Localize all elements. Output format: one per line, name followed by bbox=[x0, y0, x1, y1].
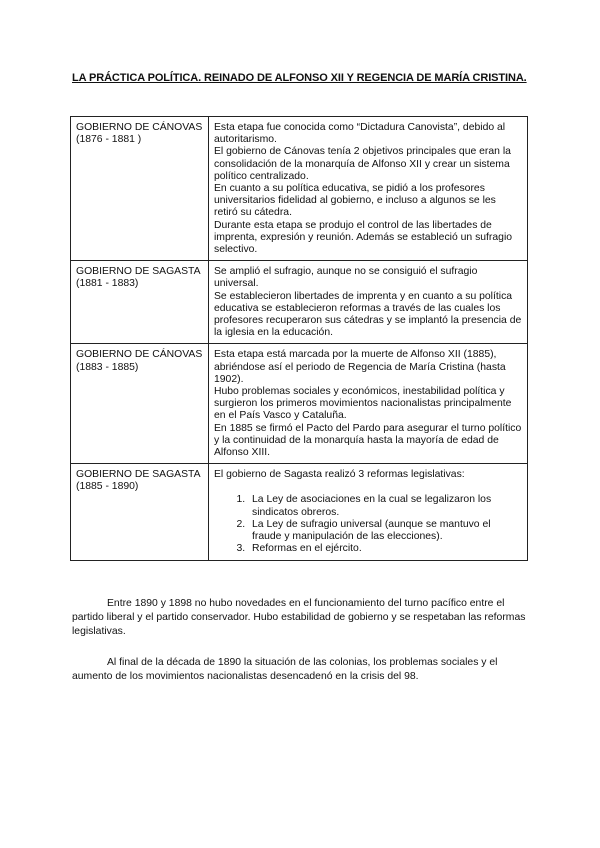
period-cell: GOBIERNO DE SAGASTA (1881 - 1883) bbox=[71, 261, 209, 344]
body-paragraph: Al final de la década de 1890 la situación de las colonias, los problemas sociales y el aumento de los movimientos nacionalistas desencadenó en la crisis del 98. bbox=[72, 657, 498, 682]
table-row bbox=[71, 261, 528, 344]
page-title: LA PRÁCTICA POLÍTICA. REINADO DE ALFONSO XII Y REGENCIA DE MARÍA CRISTINA. bbox=[72, 72, 527, 84]
description-paragraph: Esta etapa fue conocida como “Dictadura Canovista”, debido al autoritarismo. bbox=[214, 122, 506, 146]
table-row bbox=[71, 464, 528, 560]
table-row bbox=[71, 117, 528, 261]
list-item: 1. La Ley de asociaciones en la cual se legalizaron los sindicatos obreros. bbox=[248, 494, 522, 518]
description-cell bbox=[209, 464, 528, 560]
description-paragraph: El gobierno de Sagasta realizó 3 reformas legislativas: bbox=[214, 469, 465, 481]
description-paragraph: En 1885 se firmó el Pacto del Pardo para asegurar el turno político y la continuidad de la monarquía hasta la mayoría de edad de Alfonso XIII. bbox=[214, 422, 522, 459]
description-cell bbox=[209, 261, 528, 344]
description-paragraph: El gobierno de Cánovas tenía 2 objetivos principales que eran la consolidación de la monarquía de Alfonso XII y crear un sistema político centralizado. bbox=[214, 146, 511, 182]
reforms-list bbox=[214, 494, 522, 555]
table-row bbox=[71, 344, 528, 464]
description-paragraph: Durante esta etapa se produjo el control de las libertades de imprenta, expresión y reunión. Además se estableció un sufragio selectivo. bbox=[214, 219, 513, 256]
body-paragraph: Entre 1890 y 1898 no hubo novedades en el funcionamiento del turno pacífico entre el partido liberal y el partido conservador. Hubo estabilidad de gobierno y se respetaban las reformas legislativas. bbox=[72, 598, 526, 637]
description-paragraph: En cuanto a su política educativa, se pidió a los profesores universitarios fidelidad al gobierno, e incluso a algunos se les retiró su cátedra. bbox=[214, 183, 496, 219]
period-cell: GOBIERNO DE SAGASTA (1885 - 1890) bbox=[71, 464, 209, 560]
description-paragraph: Se amplió el sufragio, aunque no se consiguió el sufragio universal. bbox=[214, 266, 478, 290]
period-cell: GOBIERNO DE CÁNOVAS (1883 - 1885) bbox=[71, 344, 209, 464]
list-item: 2. La Ley de sufragio universal (aunque se mantuvo el fraude y manipulación de las elecciones). bbox=[248, 519, 522, 543]
description-cell bbox=[209, 344, 528, 464]
governments-table bbox=[70, 116, 528, 561]
list-item: 3. Reformas en el ejército. bbox=[248, 543, 522, 555]
period-cell: GOBIERNO DE CÁNOVAS (1876 - 1881 ) bbox=[71, 117, 209, 261]
description-cell bbox=[209, 117, 528, 261]
description-paragraph: Se establecieron libertades de imprenta y en cuanto a su política educativa se establecieron reformas a través de las cuales los profesores recuperaron sus cátedras y se implantó la presencia de la iglesia en la educación. bbox=[214, 290, 522, 339]
description-paragraph: Hubo problemas sociales y económicos, inestabilidad política y surgieron los primeros movimientos nacionalistas principalmente en el País Vasco y Cataluña. bbox=[214, 386, 512, 422]
description-paragraph: Esta etapa está marcada por la muerte de Alfonso XII (1885), abriéndose así el periodo de Regencia de María Cristina (hasta 1902). bbox=[214, 349, 506, 385]
